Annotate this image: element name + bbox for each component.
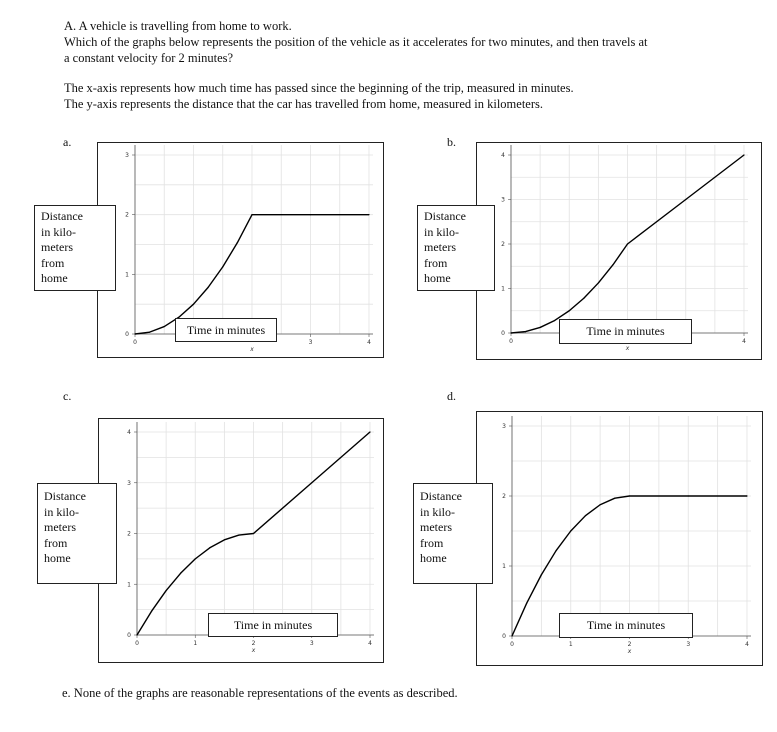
data-point — [136, 634, 137, 635]
ylabel-line: from — [44, 535, 68, 550]
x-tick-label: 4 — [367, 339, 371, 346]
option-e: e. None of the graphs are reasonable representations of the events as described. — [62, 686, 458, 700]
data-point — [510, 332, 511, 333]
graph-d-x-axis-label: Time in minutes — [559, 613, 693, 638]
data-point — [134, 333, 135, 334]
data-point — [743, 154, 744, 155]
data-point — [629, 495, 630, 496]
graph-c-y-axis-label — [37, 483, 117, 584]
ylabel-line: from — [424, 255, 448, 270]
y-tick-label: 3 — [127, 479, 131, 487]
data-point — [570, 530, 571, 531]
data-point — [310, 214, 311, 215]
y-tick-label: 1 — [501, 285, 505, 293]
data-point — [583, 298, 584, 299]
data-point — [585, 515, 586, 516]
graph-c-x-axis-label: Time in minutes — [208, 613, 338, 637]
data-point — [598, 282, 599, 283]
data-point — [368, 214, 369, 215]
data-point — [224, 539, 225, 540]
x-tick-label: 4 — [368, 640, 372, 647]
y-tick-label: 1 — [502, 563, 506, 570]
data-point — [209, 547, 210, 548]
x-tick-label: 0 — [510, 641, 514, 648]
data-point — [614, 498, 615, 499]
y-tick-label: 1 — [125, 271, 129, 279]
data-point — [685, 199, 686, 200]
ylabel-line: meters — [424, 240, 456, 254]
x-variable-label: x — [250, 346, 254, 353]
x-variable-label: x — [251, 647, 256, 654]
graph-d-y-axis-label — [413, 483, 493, 584]
ylabel-line: home — [420, 551, 447, 565]
data-point — [311, 482, 312, 483]
data-point — [540, 327, 541, 328]
y-tick-label: 0 — [502, 633, 506, 640]
y-tick-label: 1 — [127, 581, 131, 589]
data-point — [166, 590, 167, 591]
x-variable-label: x — [625, 345, 630, 352]
option-b-letter: b. — [447, 135, 456, 149]
ylabel-line: meters — [420, 520, 452, 534]
data-point — [237, 242, 238, 243]
data-point — [746, 495, 747, 496]
data-point — [149, 332, 150, 333]
ylabel-line: from — [420, 535, 444, 550]
y-tick-label: 3 — [125, 152, 129, 159]
ylabel-line: in kilo- — [41, 224, 76, 239]
data-point — [238, 534, 239, 535]
data-point — [193, 304, 194, 305]
ylabel-line: home — [44, 551, 71, 565]
ylabel-line: Distance — [420, 489, 462, 503]
data-point — [151, 611, 152, 612]
x-tick-label: 4 — [745, 641, 749, 648]
option-c-letter: c. — [63, 389, 72, 403]
data-point — [554, 320, 555, 321]
data-point — [253, 533, 254, 534]
ylabel-line: from — [41, 255, 65, 270]
ylabel-line: Distance — [424, 209, 466, 223]
data-point — [627, 243, 628, 244]
data-point — [541, 574, 542, 575]
y-tick-label: 2 — [127, 530, 131, 538]
x-tick-label: 2 — [251, 640, 256, 647]
ylabel-line: Distance — [41, 209, 83, 223]
graph-b-x-axis-label: Time in minutes — [559, 319, 692, 344]
option-a-letter: a. — [63, 135, 72, 149]
data-point — [555, 550, 556, 551]
data-point — [195, 558, 196, 559]
data-point — [180, 573, 181, 574]
graph-b-y-axis-label — [417, 205, 495, 291]
option-d-letter: d. — [447, 389, 456, 403]
data-point — [369, 431, 370, 432]
x-axis-description: The x-axis represents how much time has passed since the beginning of the trip, measured in minutes. — [64, 81, 574, 95]
question-line-3: a constant velocity for 2 minutes? — [64, 51, 234, 65]
question-line-1: A. A vehicle is travelling from home to work. — [64, 19, 292, 33]
ylabel-line: in kilo- — [420, 504, 455, 519]
data-point — [525, 331, 526, 332]
graph-a-x-axis-label: Time in minutes — [175, 318, 277, 342]
data-point — [688, 495, 689, 496]
y-tick-label: 3 — [501, 196, 505, 204]
x-tick-label: 0 — [133, 339, 137, 346]
x-tick-label: 0 — [509, 338, 513, 345]
data-point — [569, 310, 570, 311]
x-tick-label: 4 — [742, 338, 746, 345]
y-tick-label: 4 — [127, 429, 131, 436]
x-variable-label: x — [627, 648, 632, 655]
graph-a-y-axis-label — [34, 205, 116, 291]
ylabel-line: meters — [41, 240, 73, 254]
data-point — [526, 603, 527, 604]
data-point — [600, 504, 601, 505]
ylabel-line: meters — [44, 520, 76, 534]
y-axis-description: The y-axis represents the distance that the car has travelled from home, measured in kilometers. — [64, 97, 543, 111]
y-tick-label: 0 — [125, 331, 129, 338]
data-point — [511, 635, 512, 636]
ylabel-line: Distance — [44, 489, 86, 503]
y-tick-label: 3 — [502, 423, 506, 430]
data-point — [164, 326, 165, 327]
y-tick-label: 2 — [125, 211, 129, 219]
y-tick-label: 0 — [127, 632, 131, 639]
x-tick-label: 2 — [627, 641, 632, 648]
x-tick-label: 3 — [686, 641, 691, 648]
data-point — [222, 266, 223, 267]
x-tick-label: 3 — [309, 640, 314, 647]
ylabel-line: in kilo- — [44, 504, 79, 519]
ylabel-line: in kilo- — [424, 224, 459, 239]
x-tick-label: 1 — [193, 640, 198, 647]
question-line-2: Which of the graphs below represents the position of the vehicle as it accelerates for two minutes, and then travels at — [64, 35, 648, 49]
ylabel-line: home — [424, 271, 451, 285]
x-tick-label: 1 — [568, 641, 573, 648]
data-point — [208, 287, 209, 288]
y-tick-label: 0 — [501, 330, 505, 337]
ylabel-line: home — [41, 271, 68, 285]
y-tick-label: 2 — [501, 241, 505, 248]
data-point — [612, 264, 613, 265]
data-point — [251, 214, 252, 215]
y-tick-label: 4 — [501, 152, 505, 159]
x-tick-label: 3 — [308, 339, 313, 346]
y-tick-label: 2 — [502, 493, 506, 500]
x-tick-label: 0 — [135, 640, 139, 647]
